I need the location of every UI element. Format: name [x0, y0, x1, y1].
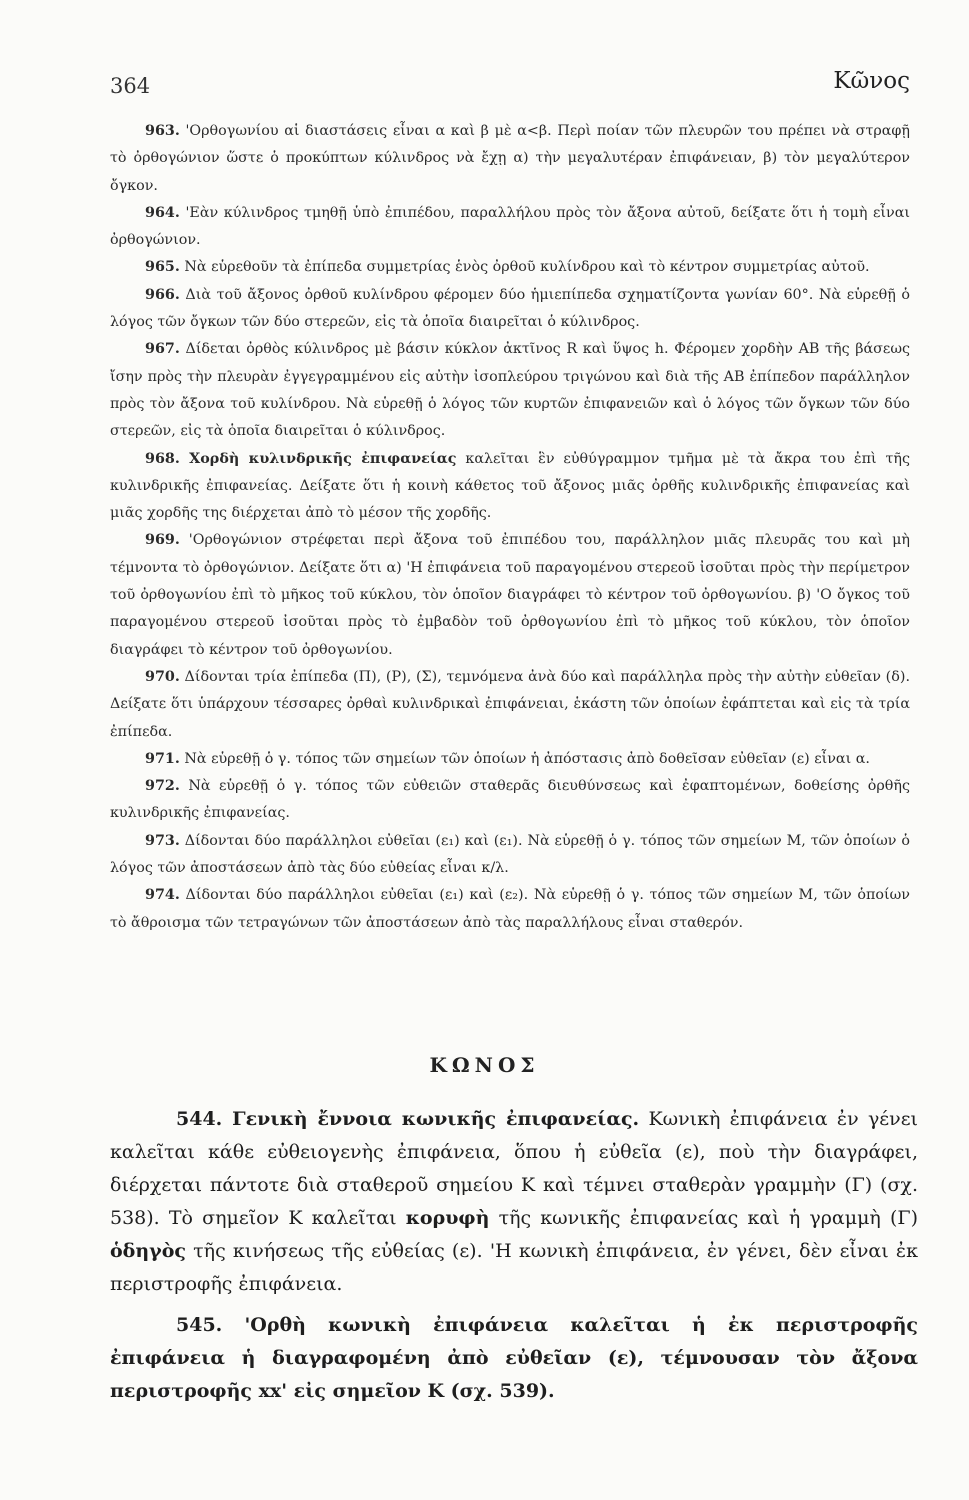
definition-545	[110, 1309, 918, 1408]
paragraph-text: Κωνικὴ ἐπιφάνεια ἐν γένει καλεῖται κάθε εὐθειογενὴς ἐπιφάνεια, ὅπου ἡ εὐθεῖα (ε), ποὺ τὴν διαγράφει, διέρχεται πάντοτε διὰ σταθεροῦ σημείου Κ καὶ τέμνει σταθερὰν γραμμὴν (Γ) (σχ. 538). Τὸ σημεῖον Κ καλεῖται	[110, 1108, 918, 1229]
paragraph-text: 'Ορθὴ κωνικὴ ἐπιφάνεια καλεῖται ἡ ἐκ περιστροφῆς ἐπιφάνεια ἡ διαγραφομένη ἀπὸ εὐθεῖαν (ε), τέμνουσαν τὸν ἄξονα περιστροφῆς xx' εἰς σημεῖον Κ (σχ. 539).	[110, 1314, 918, 1402]
exercise-number: 970.	[145, 668, 180, 685]
exercise-item	[110, 828, 910, 883]
term-vertex: κορυφὴ	[405, 1207, 490, 1229]
exercise-number: 974.	[145, 887, 180, 904]
exercise-text: Νὰ εὑρεθῇ ὁ γ. τόπος τῶν σημείων τῶν ὁποίων ἡ ἀπόστασις ἀπὸ δοθεῖσαν εὐθεῖαν (ε) εἶναι α.	[179, 750, 870, 767]
exercise-item	[110, 282, 910, 337]
section-title: ΚΩΝΟΣ	[429, 1053, 540, 1077]
exercise-text: Δίδονται δύο παράλληλοι εὐθεῖαι (ε₁) καὶ (ε₂). Νὰ εὑρεθῇ ὁ γ. τόπος τῶν σημείων Μ, τῶν ὁποίων τὸ ἄθροισμα τῶν τετραγώνων τῶν ἀποστάσεων ἀπὸ τὰς παραλλήλους εἶναι σταθερόν.	[110, 887, 910, 931]
exercise-number: 969.	[145, 532, 180, 549]
exercise-text: 'Ορθογωνίου αἱ διαστάσεις εἶναι α καὶ β μὲ α<β. Περὶ ποίαν τῶν πλευρῶν του πρέπει νὰ στραφῇ τὸ ὀρθογώνιον ὥστε ὁ προκύπτων κύλινδρος νὰ ἔχῃ α) τὴν μεγαλυτέραν ἐπιφάνειαν, β) τὸν μεγαλύτερον ὄγκον.	[110, 123, 910, 194]
paragraph-number: 545.	[176, 1314, 223, 1336]
term-directrix: ὁδηγὸς	[110, 1240, 186, 1262]
exercise-number: 967.	[145, 341, 180, 358]
page-header	[110, 68, 910, 108]
exercise-item	[110, 336, 910, 445]
exercise-item	[110, 882, 910, 937]
paragraph-number: 544.	[176, 1108, 223, 1130]
section-body	[110, 1103, 918, 1416]
exercise-text: 'Ορθογώνιον στρέφεται περὶ ἄξονα τοῦ ἐπιπέδου του, παράλληλον μιᾶς πλευρᾶς του καὶ μὴ τέμνοντα τὸ ὀρθογώνιον. Δείξατε ὅτι α) 'Η ἐπιφάνεια τοῦ παραγομένου στερεοῦ ἰσοῦται πρὸς τὴν περίμετρον τοῦ ὀρθογωνίου ἐπὶ τὸ μῆκος τοῦ κύκλου, τὸν ὁποῖον διαγράφει τὸ κέντρον τοῦ ὀρθογωνίου. β) 'Ο ὄγκος τοῦ παραγομένου στερεοῦ ἰσοῦται πρὸς τὸ ἐμβαδὸν τοῦ ὀρθογωνίου ἐπὶ τὸ μῆκος τοῦ κύκλου, τὸν ὁποῖον διαγράφει τὸ κέντρον τοῦ ὀρθογωνίου.	[110, 532, 910, 658]
exercise-text: Δίδεται ὀρθὸς κύλινδρος μὲ βάσιν κύκλον ἀκτῖνος R καὶ ὕψος h. Φέρομεν χορδὴν ΑΒ τῆς βάσεως ἴσην πρὸς τὴν πλευρὰν ἐγγεγραμμένου εἰς αὐτὴν ἰσοπλεύρου τριγώνου καὶ διὰ τῆς ΑΒ ἐπίπεδον παράλληλον πρὸς τὸν ἄξονα τοῦ κυλίνδρου. Νὰ εὑρεθῇ ὁ λόγος τῶν κυρτῶν ἐπιφανειῶν καὶ ὁ λόγος τῶν ὄγκων τῶν δύο στερεῶν, εἰς τὰ ὁποῖα διαιρεῖται ὁ κύλινδρος.	[110, 341, 910, 440]
exercise-text: Νὰ εὑρεθῇ ὁ γ. τόπος τῶν εὐθειῶν σταθερᾶς διευθύνσεως καὶ ἐφαπτομένων, δοθείσης ὀρθῆς κυλινδρικῆς ἐπιφανείας.	[110, 778, 910, 822]
exercise-item	[110, 527, 910, 663]
exercise-item	[110, 746, 910, 773]
exercise-term: Χορδὴ κυλινδρικῆς ἐπιφανείας	[179, 450, 457, 467]
exercise-number: 964.	[145, 204, 180, 221]
exercise-text: 'Εὰν κύλινδρος τμηθῇ ὑπὸ ἐπιπέδου, παραλλήλου πρὸς τὸν ἄξονα αὐτοῦ, δείξατε ὅτι ἡ τομὴ εἶναι ὀρθογώνιον.	[110, 204, 910, 249]
exercise-item	[110, 446, 910, 528]
exercise-item	[110, 118, 910, 200]
exercise-item	[110, 664, 910, 746]
exercise-number: 966.	[145, 286, 180, 303]
exercise-text: Νὰ εὑρεθοῦν τὰ ἐπίπεδα συμμετρίας ἑνὸς ὀρθοῦ κυλίνδρου καὶ τὸ κέντρον συμμετρίας αὐτοῦ.	[179, 259, 870, 276]
exercise-item	[110, 773, 910, 828]
exercise-text: Δίδονται τρία ἐπίπεδα (Π), (Ρ), (Σ), τεμνόμενα ἀνὰ δύο καὶ παράλληλα πρὸς τὴν αὐτὴν εὐθεῖαν (δ). Δείξατε ὅτι ὑπάρχουν τέσσαρες ὀρθαὶ κυλινδρικαὶ ἐπιφάνειαι, ἑκάστη τῶν ὁποίων ἐφάπτεται καὶ εἰς τὰ τρία ἐπίπεδα.	[110, 668, 910, 740]
exercise-text: Διὰ τοῦ ἄξονος ὀρθοῦ κυλίνδρου φέρομεν δύο ἡμιεπίπεδα σχηματίζοντα γωνίαν 60°. Νὰ εὑρεθῇ ὁ λόγος τῶν ὄγκων τῶν δύο στερεῶν, εἰς τὰ ὁποῖα διαιρεῖται ὁ κύλινδρος.	[110, 286, 910, 331]
exercise-text: Δίδονται δύο παράλληλοι εὐθεῖαι (ε₁) καὶ (ε₁). Νὰ εὑρεθῇ ὁ γ. τόπος τῶν σημείων Μ, τῶν ὁποίων ὁ λόγος τῶν ἀποστάσεων ἀπὸ τὰς δύο εὐθείας εἶναι κ/λ.	[110, 832, 910, 877]
paragraph-text: τῆς κινήσεως τῆς εὐθείας (ε). 'Η κωνικὴ ἐπιφάνεια, ἐν γένει, δὲν εἶναι ἐκ περιστροφῆς ἐπιφάνεια.	[110, 1240, 918, 1295]
page-number: 364	[110, 74, 151, 98]
definition-544	[110, 1103, 918, 1301]
exercise-number: 963.	[145, 123, 180, 139]
exercise-number: 965.	[145, 259, 180, 276]
exercise-number: 972.	[145, 778, 180, 795]
exercise-text: καλεῖται ἓν εὐθύγραμμον τμῆμα μὲ τὰ ἄκρα του ἐπὶ τῆς κυλινδρικῆς ἐπιφανείας. Δείξατε ὅτι ἡ κοινὴ κάθετος τοῦ ἄξονος μιᾶς ὀρθῆς κυλινδρικῆς ἐπιφανείας καὶ μιᾶς χορδῆς της διέρχεται ἀπὸ τὸ μέσον τῆς χορδῆς.	[110, 450, 911, 522]
exercise-number: 973.	[145, 832, 180, 849]
running-head: Κῶνος	[833, 68, 910, 94]
paragraph-text: τῆς κωνικῆς ἐπιφανείας καὶ ἡ γραμμὴ (Γ)	[489, 1207, 918, 1229]
exercise-number: 971.	[145, 750, 180, 767]
paragraph-heading: Γενικὴ ἔννοια κωνικῆς ἐπιφανείας.	[222, 1108, 640, 1130]
exercise-list	[110, 118, 910, 937]
exercise-item	[110, 254, 910, 281]
exercise-number: 968.	[145, 450, 180, 467]
exercise-item	[110, 200, 910, 255]
